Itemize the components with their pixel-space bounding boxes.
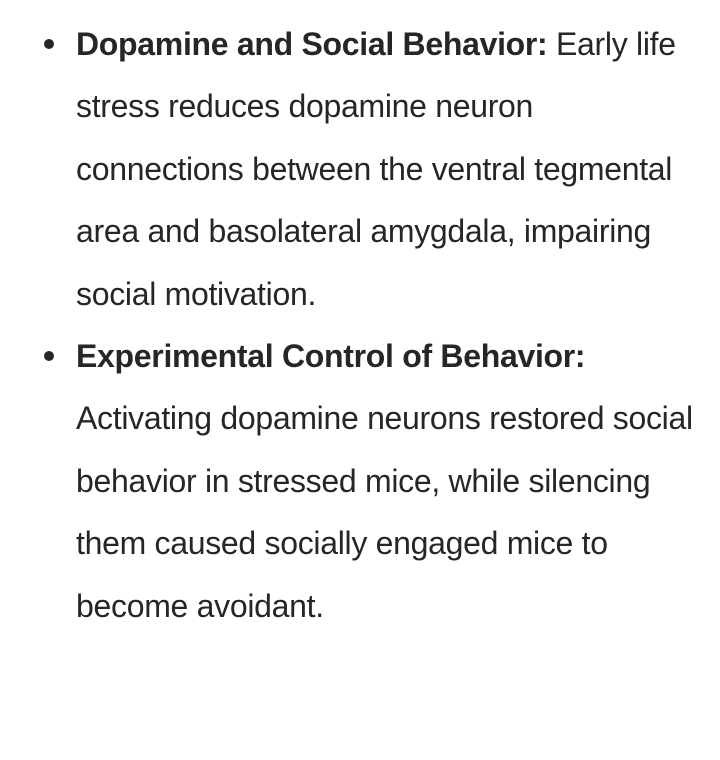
bullet-dot-icon [44,351,54,361]
item-heading: Dopamine and Social Behavior: [76,26,557,62]
bullet-list [0,13,720,637]
item-body: Activating dopamine neurons restored social behavior in stressed mice, while silencing them caused socially engaged mice to become avoidant. [76,400,693,624]
bullet-dot-icon [44,39,54,49]
item-body: Early life stress reduces dopamine neuron connections between the ventral tegmental area and basolateral amygdala, impairing social motivation. [76,26,676,312]
list-item [0,13,720,325]
list-item [0,325,720,637]
item-heading: Experimental Control of Behavior: [76,338,586,375]
